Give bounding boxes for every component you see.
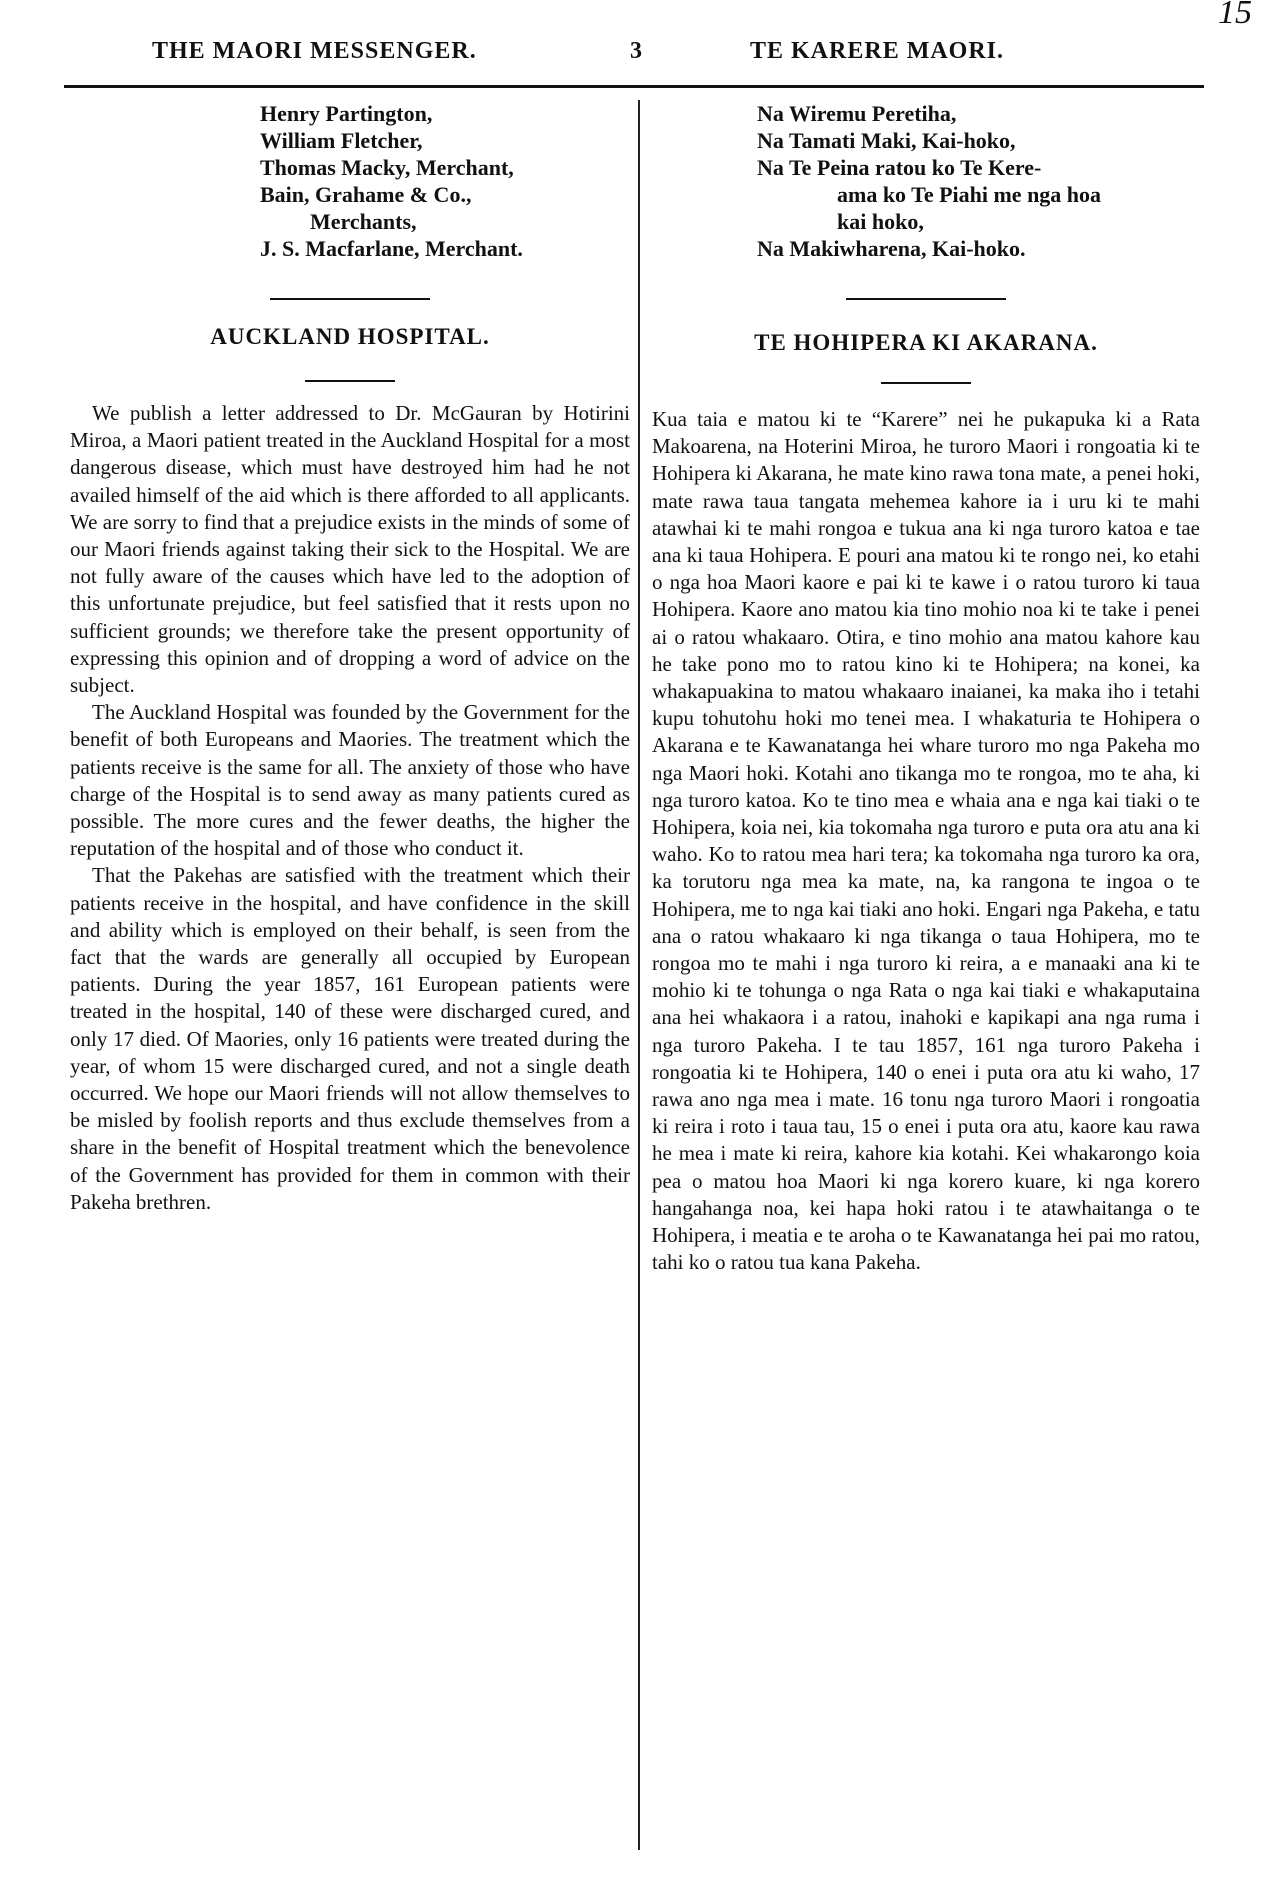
masthead	[90, 30, 1210, 70]
signatory: ama ko Te Piahi me nga hoa	[837, 182, 1102, 207]
section-rule	[846, 298, 1006, 300]
signatory-list-maori	[757, 100, 1200, 262]
signatory: Na Wiremu Peretiha,	[757, 101, 957, 126]
signatory: Bain, Grahame & Co.,	[260, 182, 472, 207]
article-body-english	[70, 400, 630, 1216]
signatory: Henry Partington,	[260, 101, 433, 126]
signatory: J. S. Macfarlane, Merchant.	[260, 236, 523, 261]
page-number: 3	[630, 38, 643, 64]
heading-rule	[305, 380, 395, 382]
masthead-english-title: THE MAORI MESSENGER.	[152, 38, 477, 64]
signatory: Thomas Macky, Merchant,	[260, 155, 514, 180]
english-column	[70, 100, 630, 1216]
article-paragraph: We publish a letter addressed to Dr. McGauran by Hotirini Miroa, a Maori patient treated in the Auckland Hospital for a most dangerous disease, which must have destroyed him had he not availed himself of the aid which is there afforded to all applicants. We are sorry to find that a prejudice exists in the minds of some of our Maori friends against taking their sick to the Hospital. We are not fully aware of the causes which have led to the adoption of this unfortunate prejudice, but feel satisfied that it rests upon no sufficient grounds; we therefore take the present opportunity of expressing this opinion and of dropping a word of advice on the subject.	[70, 401, 630, 698]
article-paragraph: The Auckland Hospital was founded by the Government for the benefit of both Europeans and Maories. The treatment which the patients receive is the same for all. The anxiety of those who have charge of the Hospital is to send away as many patients cured as possible. The more cures and the fewer deaths, the higher the reputation of the hospital and of those who conduct it.	[70, 700, 630, 861]
article-body-maori	[652, 406, 1200, 1277]
article-paragraph: That the Pakehas are satisfied with the treatment which their patients receive in the hospital, and have confidence in the skill and ability which is employed on their behalf, is seen from the fact that the wards are generally all occupied by European patients. During the year 1857, 161 European patients were treated in the hospital, 140 of these were discharged cured, and only 17 died. Of Maories, only 16 patients were treated during the year, of whom 15 were discharged cured, and not a single death occurred. We hope our Maori friends will not allow themselves to be misled by foolish reports and thus exclude themselves from a share in the benefit of Hospital treatment which the benevolence of the Government has provided for them in common with their Pakeha brethren.	[70, 863, 630, 1214]
signatory: kai hoko,	[837, 209, 924, 234]
column-divider	[638, 100, 640, 1850]
maori-column	[652, 100, 1200, 1277]
page-corner-mark: 15	[1218, 0, 1252, 31]
signatory: William Fletcher,	[260, 128, 423, 153]
masthead-rule	[64, 85, 1204, 88]
heading-rule	[881, 382, 971, 384]
signatory: Na Makiwharena, Kai-hoko.	[757, 236, 1026, 261]
section-heading-english: AUCKLAND HOSPITAL.	[210, 324, 490, 349]
section-heading-maori: TE HOHIPERA KI AKARANA.	[754, 330, 1098, 355]
masthead-maori-title: TE KARERE MAORI.	[750, 38, 1005, 64]
section-rule	[270, 298, 430, 300]
signatory: Na Te Peina ratou ko Te Kere-	[757, 155, 1042, 180]
signatory-list-english	[260, 100, 630, 262]
article-paragraph: Kua taia e matou ki te “Karere” nei he pukapuka ki a Rata Makoarena, na Hoterini Miroa, he turoro Maori i rongoatia ki te Hohipera ki Akarana, he mate kino rawa tona mate, a penei hoki, mate rawa taua tangata mehemea kahore ia i uru ki te mahi atawhai ki te mahi rongoa e tukua ana ki nga turoro katoa e tae ana ki taua Hohipera. E pouri ana matou ki te rongo nei, ko etahi o nga hoa Maori kaore e pai ki te kawe i o ratou turoro ki taua Hohipera. Kaore ano matou kia tino mohio noa ki te take i penei ai o ratou whakaaro. Otira, e tino mohio ana matou kahore kau he take pono mo to ratou kino ki te Hohipera; na konei, ka whakapuakina to matou whakaaro inaianei, ka maka iho i tetahi kupu tohutohu hoki mo tenei mea. I whakaturia te Hohipera o Akarana e te Kawanatanga hei whare turoro mo nga Pakeha mo nga Maori hoki. Kotahi ano tikanga mo te rongoa, mo te aha, ki nga turoro katoa. Ko te tino mea e whaia ana e nga kai tiaki o te Hohipera, koia nei, kia tokomaha nga turoro e puta ora atu ana ki waho. Ko to ratou mea hari tera; ka tokomaha nga turoro ka ora, ka torutoru nga mea ka mate, na, ka rangona te ingoa o te Hohipera, me to nga kai tiaki ano hoki. Engari nga Pakeha, e tatu ana o ratou whakaaro ki nga tikanga o taua Hohipera, mo te rongoa mo te mahi i nga turoro ki reira, a e manaaki ana ki te mohio ki te tohunga o nga Rata o nga kai tiaki e whakaputaina ana hei whakaora i a ratou, inahoki e kapikapi ana nga ruma i nga turoro Pakeha. I te tau 1857, 161 nga turoro Pakeha i rongoatia ki te Hohipera, 140 o enei i puta ora atu ki waho, 17 rawa ano nga mea i mate. 16 tonu nga turoro Maori i rongoatia ki reira i roto i taua tau, 15 o enei i puta ora atu, kaore kau rawa he mea i mate ki reira, kahore kia kotahi. Kei whakarongo koia pea o matou hoa Maori ki nga korero kuare, ki nga korero hangahanga noa, kei hapa hoki ratou i te atawhaitanga o te Hohipera, i meatia e te aroha o te Kawanatanga hei pai mo ratou, tahi ko o ratou tua kana Pakeha.	[652, 407, 1200, 1275]
signatory: Merchants,	[310, 209, 417, 234]
signatory: Na Tamati Maki, Kai-hoko,	[757, 128, 1016, 153]
